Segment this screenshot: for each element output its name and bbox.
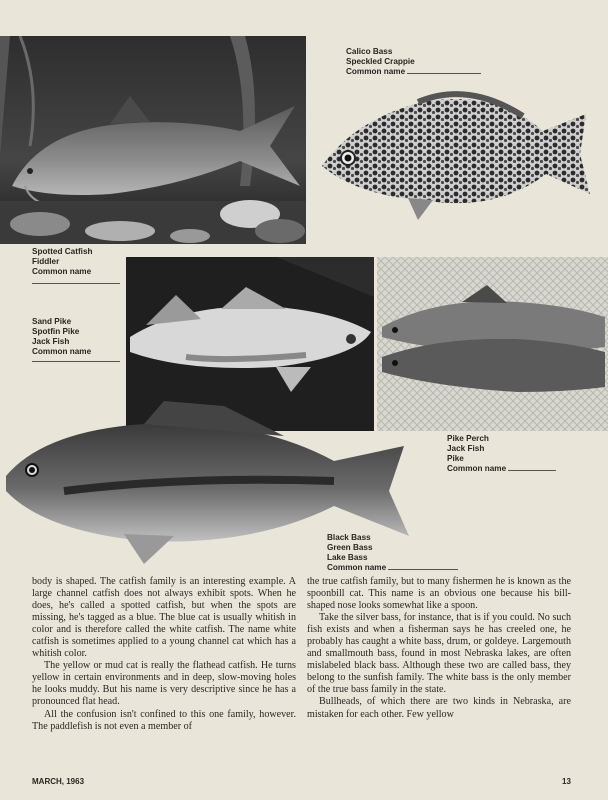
caption-line: Green Bass (327, 543, 373, 552)
column-left (32, 576, 296, 733)
caption-line: Speckled Crappie (346, 57, 415, 66)
name-blank (508, 469, 556, 471)
paragraph: the true catfish family, but to many fishermen he is known as the spoonbill cat. This name is an obvious one because his bill-shaped nose looks somewhat like a spoon. (307, 576, 571, 612)
caption-common-name: Common name (327, 563, 387, 572)
caption-pike-perch (447, 434, 556, 474)
footer-date: MARCH, 1963 (32, 777, 85, 786)
caption-line: Fiddler (32, 257, 60, 266)
name-blank (32, 361, 120, 362)
caption-common-name: Common name (346, 67, 406, 76)
paragraph: Take the silver bass, for instance, that is if you could. No such fish exists and when a fisherman says he has creeled one, he probably has caught a white bass, drum, or goldeye. Largemouth and smallmouth bass, found in most Nebraska lakes, are often mislabeled black bass. Although these two are called bass, they belong to the sunfish family. The white bass is the only member of the true bass family in the state. (307, 612, 571, 696)
column-right (307, 576, 571, 721)
page-number: 13 (562, 777, 571, 786)
caption-sand-pike (32, 317, 91, 357)
caption-common-name: Common name (32, 267, 92, 276)
caption-line: Lake Bass (327, 553, 368, 562)
name-blank (407, 72, 481, 74)
caption-line: Black Bass (327, 533, 371, 542)
caption-line: Pike (447, 454, 464, 463)
caption-black-bass (327, 533, 458, 573)
caption-line: Spotfin Pike (32, 327, 80, 336)
paragraph: The yellow or mud cat is really the flathead catfish. He turns yellow in certain environments and in deep, slow-moving holes he looks muddy. But his name is very descriptive since he has a pronounced flat head. (32, 660, 296, 708)
paragraph: body is shaped. The catfish family is an interesting example. A large channel catfish does not always exhibit spots. When he does, he's called a spotted catfish, but when the spots are missing, he's tagged as a blue. The blue cat is usually whitish in color and is therefore called the white catfish. The name white catfish is sometimes applied to a young channel cat which has a whitish color. (32, 576, 296, 660)
caption-line: Calico Bass (346, 47, 393, 56)
caption-common-name: Common name (32, 347, 92, 356)
caption-common-name: Common name (447, 464, 507, 473)
caption-line: Jack Fish (32, 337, 70, 346)
caption-calico-bass (346, 47, 481, 77)
paragraph: Bullheads, of which there are two kinds in Nebraska, are mistaken for each other. Few yellow (307, 696, 571, 720)
caption-line: Pike Perch (447, 434, 489, 443)
caption-line: Jack Fish (447, 444, 485, 453)
crappie-photo (318, 86, 594, 220)
caption-line: Sand Pike (32, 317, 72, 326)
name-blank (388, 568, 458, 570)
caption-spotted-catfish (32, 247, 93, 277)
caption-line: Spotted Catfish (32, 247, 93, 256)
catfish-photo (0, 36, 306, 244)
paragraph: All the confusion isn't confined to this one family, however. The paddlefish is not even a member of (32, 708, 296, 732)
name-blank (32, 283, 120, 284)
